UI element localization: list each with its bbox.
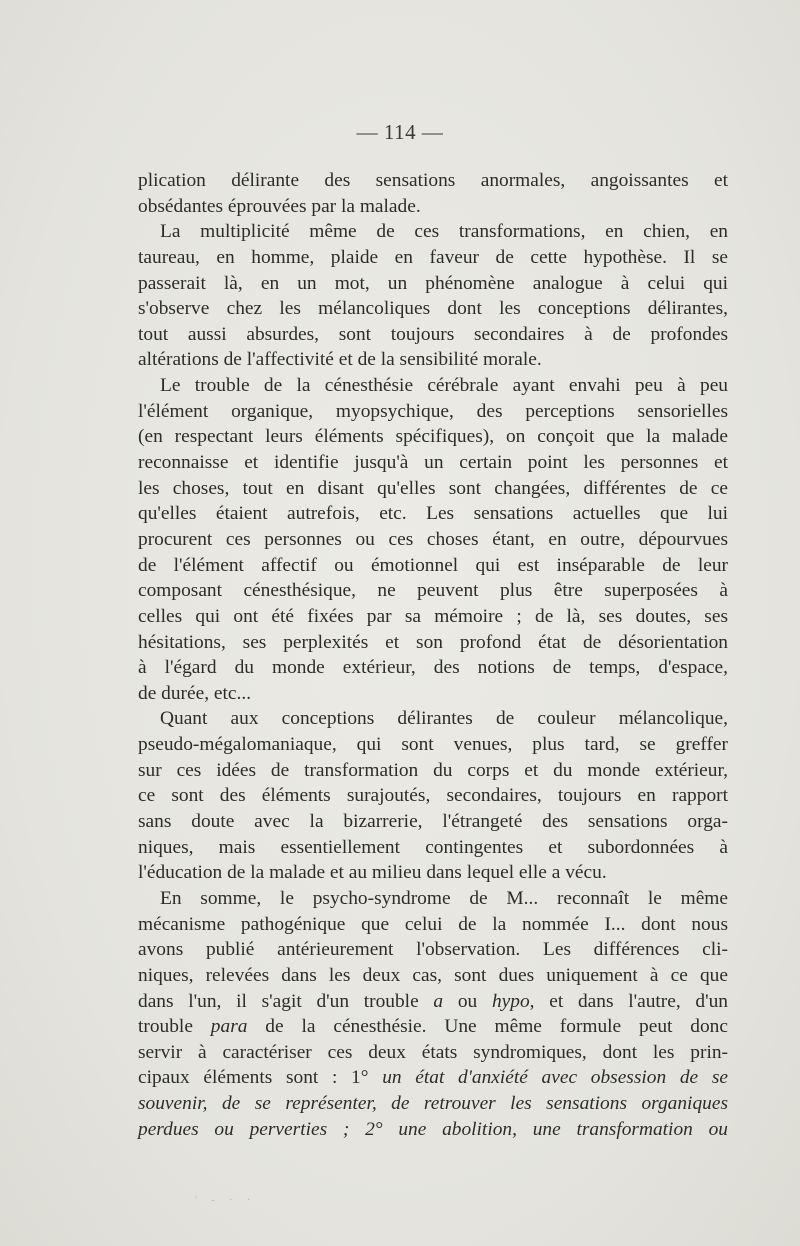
text-line: mécanisme pathogénique que celui de la nommée I... dont nous [138, 913, 728, 935]
text-line: taureau, en homme, plaide en faveur de cette hypothèse. Il se [138, 246, 728, 268]
text-line: composant cénesthésique, ne peuvent plus être superposées à [138, 580, 728, 602]
text-line: sans doute avec la bizarrerie, l'étrangeté des sensations orga- [138, 811, 728, 833]
text-line: passerait là, en un mot, un phénomène analogue à celui qui [138, 272, 728, 294]
text-line: cipaux éléments sont : 1° un état d'anxiété avec obsession de se [138, 1067, 728, 1089]
scan-marks: ' - · · [195, 1195, 257, 1206]
paragraph-lines [138, 168, 728, 989]
text-line: Quant aux conceptions délirantes de couleur mélancolique, [160, 708, 728, 730]
text-line: dans l'un, il s'agit d'un trouble a ou hypo, et dans l'autre, d'un [138, 990, 728, 1012]
text-line: obsédantes éprouvées par la malade. [138, 195, 421, 217]
text-line: de l'élément affectif ou émotionnel qui est inséparable de leur [138, 554, 728, 576]
text-line: plication délirante des sensations anormales, angoissantes et [138, 170, 728, 191]
text-line: sur ces idées de transformation du corps et du monde extérieur, [138, 759, 728, 781]
text-line: (en respectant leurs éléments spécifiques), on conçoit que la malade [138, 426, 728, 448]
text-line: tout aussi absurdes, sont toujours secondaires à de profondes [138, 323, 728, 345]
text-line-italic: souvenir, de se représenter, de retrouver les sensations organiques [138, 1093, 728, 1115]
text-line: hésitations, ses perplexités et son profond état de désorientation [138, 631, 728, 653]
text-line: La multiplicité même de ces transformations, en chien, en [160, 221, 728, 243]
text-line: altérations de l'affectivité et de la sensibilité morale. [138, 349, 542, 371]
text-line: pseudo-mégalomaniaque, qui sont venues, plus tard, se greffer [138, 734, 728, 756]
body-text [138, 168, 728, 1142]
text-line: à l'égard du monde extérieur, des notions de temps, d'espace, [138, 657, 728, 679]
text-line: trouble para de la cénesthésie. Une même formule peut donc [138, 1016, 728, 1038]
text-line: l'élément organique, myopsychique, des perceptions sensorielles [138, 400, 728, 422]
text-line: les choses, tout en disant qu'elles sont changées, différentes de ce [138, 477, 728, 499]
text-line: reconnaisse et identifie jusqu'à un certain point les personnes et [138, 452, 728, 474]
page-number: — 114 — [356, 120, 444, 144]
text-line: s'observe chez les mélancoliques dont les conceptions délirantes, [138, 298, 728, 320]
text-line: celles qui ont été fixées par sa mémoire ; de là, ses doutes, ses [138, 605, 728, 627]
text-line: avons publié antérieurement l'observation. Les différences cli- [138, 939, 728, 961]
text-line: niques, mais essentiellement contingentes et subordonnées à [138, 836, 728, 858]
text-line-italic: perdues ou perverties ; 2° une abolition, une transformation ou [138, 1118, 728, 1140]
text-line: de durée, etc... [138, 682, 252, 704]
text-line: l'éducation de la malade et au milieu dans lequel elle a vécu. [138, 862, 607, 884]
text-line: Le trouble de la cénesthésie cérébrale ayant envahi peu à peu [160, 375, 728, 397]
text-line: servir à caractériser ces deux états syndromiques, dont les prin- [138, 1041, 728, 1063]
text-line: ce sont des éléments surajoutés, secondaires, toujours en rapport [138, 785, 728, 807]
text-line: En somme, le psycho-syndrome de M... reconnaît le même [160, 887, 728, 909]
text-line: qu'elles étaient autrefois, etc. Les sensations actuelles que lui [138, 503, 728, 525]
text-line: procurent ces personnes ou ces choses étant, en outre, dépourvues [138, 528, 728, 550]
text-line: niques, relevées dans les deux cas, sont dues uniquement à ce que [138, 964, 728, 986]
